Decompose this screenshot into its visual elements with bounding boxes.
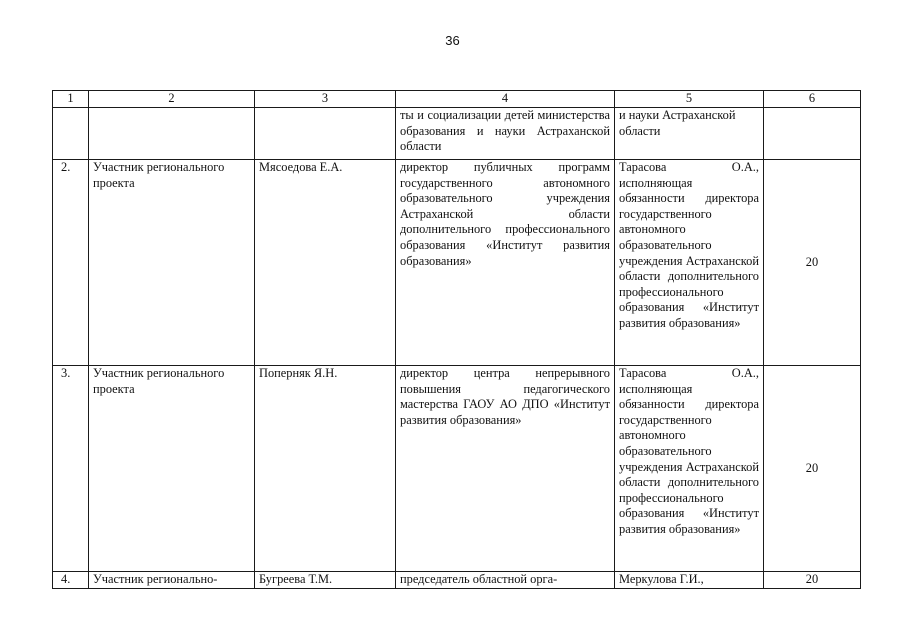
page-number: 36 [445,33,460,48]
cell-supervisor: и науки Астраханской области [615,108,764,160]
table-header-row [53,91,861,108]
column-header: 4 [396,91,615,108]
table-row-continued [53,108,861,160]
cell-name: Поперняк Я.Н. [255,366,396,572]
cell-position: ты и социализации детей министерства образования и науки Астраханской области [396,108,615,160]
cell-hours [764,108,861,160]
cell-role: Участник регионального проекта [89,160,255,366]
table-row [53,572,861,589]
cell-supervisor: Тарасова О.А., исполняющая обязанности директора государственного автономного образовательного учреждения Астраханской области дополнительного профессионального образования «Институт развития образования» [615,366,764,572]
cell-num [53,108,89,160]
column-header: 5 [615,91,764,108]
column-header: 6 [764,91,861,108]
cell-num: 4. [53,572,89,589]
cell-hours: 20 [764,572,861,589]
cell-hours: 20 [764,366,861,572]
column-header: 2 [89,91,255,108]
column-header: 3 [255,91,396,108]
cell-name: Бугреева Т.М. [255,572,396,589]
cell-position: председатель областной орга- [396,572,615,589]
cell-name: Мясоедова Е.А. [255,160,396,366]
cell-hours: 20 [764,160,861,366]
participants-table [52,90,861,589]
cell-supervisor: Тарасова О.А., исполняющая обязанности директора государственного автономного образовательного учреждения Астраханской области дополнительного профессионального образования «Институт развития образования» [615,160,764,366]
cell-supervisor: Меркулова Г.И., [615,572,764,589]
cell-role [89,108,255,160]
cell-role: Участник регионально- [89,572,255,589]
cell-position: директор публичных программ государственного автономного образовательного учреждения Астраханской области дополнительного профессионального образования «Институт развития образования» [396,160,615,366]
cell-position: директор центра непрерывного повышения педагогического мастерства ГАОУ АО ДПО «Институт развития образования» [396,366,615,572]
cell-role: Участник регионального проекта [89,366,255,572]
table-row [53,366,861,572]
cell-name [255,108,396,160]
column-header: 1 [53,91,89,108]
table-row [53,160,861,366]
cell-num: 2. [53,160,89,366]
cell-num: 3. [53,366,89,572]
